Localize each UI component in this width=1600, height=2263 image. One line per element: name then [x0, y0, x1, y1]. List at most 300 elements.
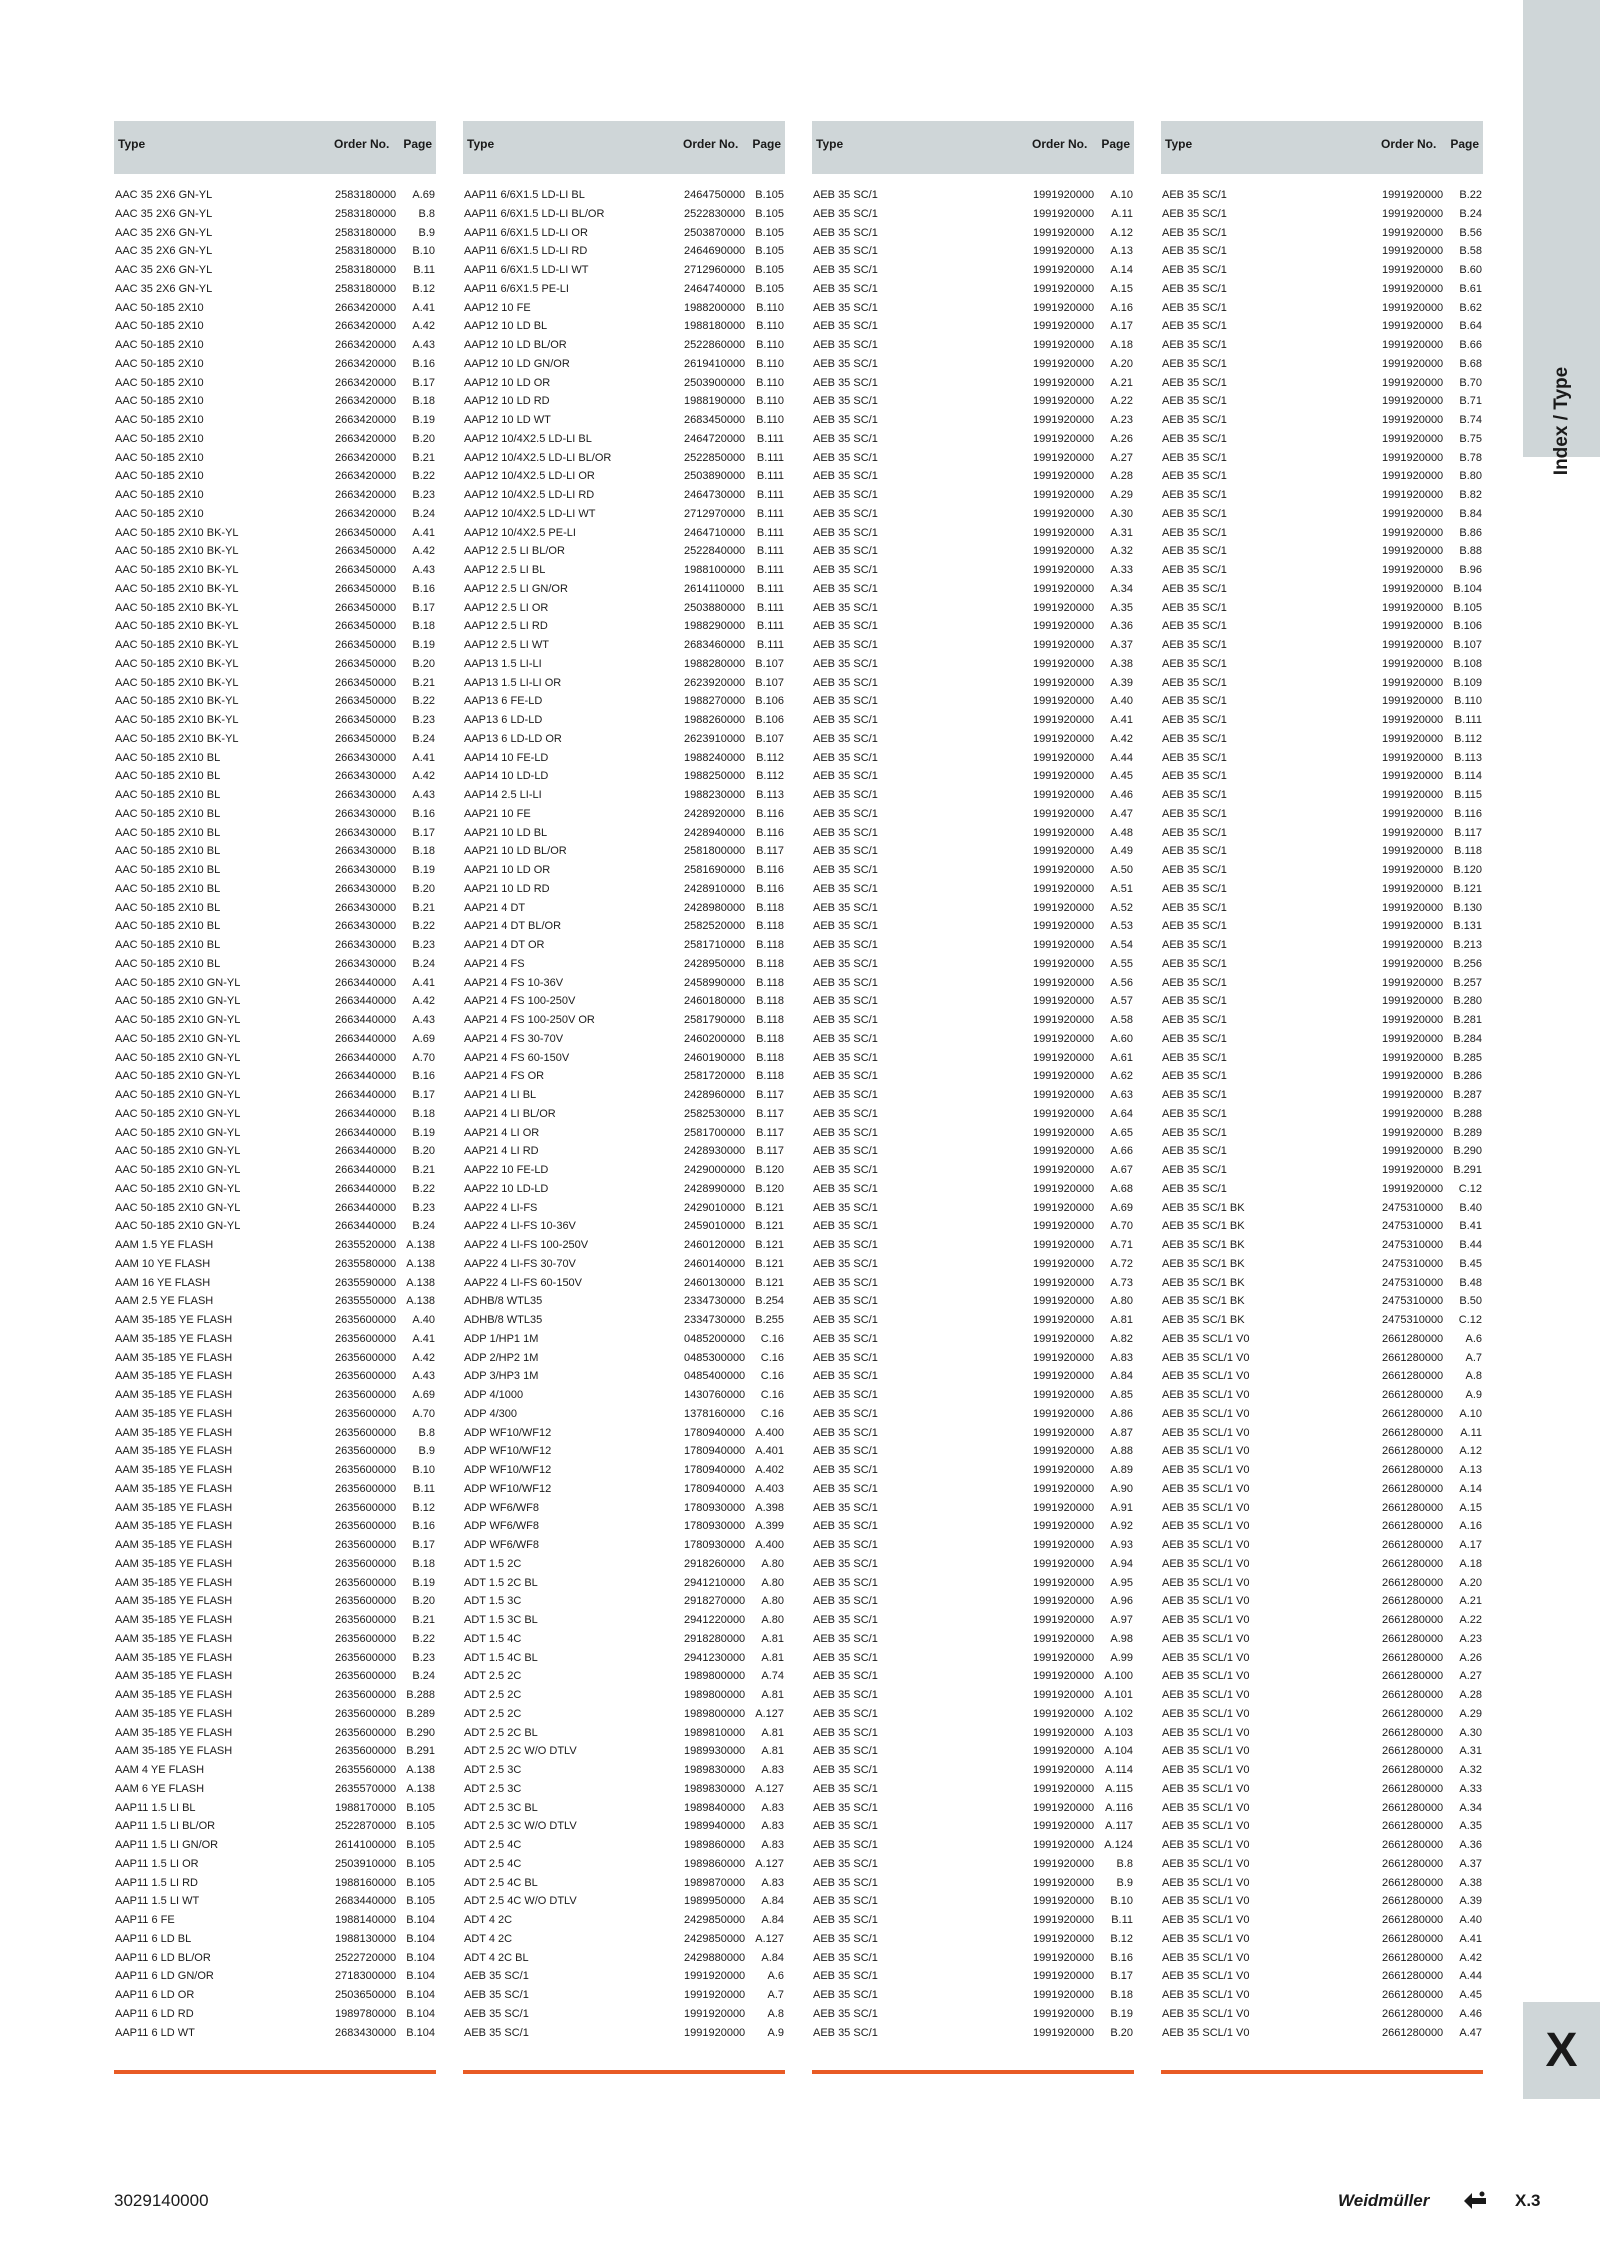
- type-cell: AEB 35 SC/1: [813, 1239, 878, 1251]
- index-row: [1161, 486, 1483, 505]
- type-cell: AEB 35 SC/1: [813, 1539, 878, 1551]
- page-ref-cell: A.82: [1110, 1332, 1133, 1345]
- type-cell: AEB 35 SC/1: [813, 1782, 878, 1795]
- type-cell: AEB 35 SC/1: [813, 864, 878, 876]
- page-ref-cell: B.256: [1453, 957, 1482, 970]
- page-ref-cell: B.16: [412, 582, 435, 595]
- type-cell: ADP WF10/WF12: [464, 1464, 552, 1476]
- index-row: [1161, 2024, 1483, 2043]
- index-row: [812, 1424, 1134, 1443]
- index-row: [463, 636, 785, 655]
- order-no-cell: 2464750000: [684, 189, 746, 201]
- order-no-cell: 2464740000: [684, 282, 746, 295]
- page-ref-cell: A.43: [412, 1014, 435, 1026]
- order-no-cell: 2581720000: [684, 1070, 746, 1083]
- index-row: [463, 467, 785, 486]
- index-row: [812, 2024, 1134, 2043]
- page-ref-cell: C.16: [760, 1407, 784, 1420]
- type-cell: AEB 35 SC/1: [1162, 1051, 1227, 1064]
- order-no-cell: 2428950000: [684, 957, 746, 970]
- order-no-cell: 2663450000: [335, 714, 397, 726]
- page-ref-cell: A.43: [412, 339, 435, 351]
- order-no-cell: 2683460000: [684, 639, 746, 651]
- page-ref-cell: B.24: [412, 957, 435, 970]
- index-row: [463, 580, 785, 599]
- type-cell: AAC 50-185 2X10 GN-YL: [115, 1070, 241, 1083]
- index-row: [1161, 449, 1483, 468]
- page-ref-cell: A.41: [412, 751, 435, 764]
- type-cell: AEB 35 SC/1: [813, 1389, 878, 1401]
- type-cell: AEB 35 SC/1 BK: [1162, 1295, 1245, 1308]
- index-row: [1161, 1367, 1483, 1386]
- type-cell: AAC 50-185 2X10: [115, 489, 204, 501]
- order-no-cell: 1991920000: [1033, 507, 1095, 520]
- type-cell: ADHB/8 WTL35: [464, 1295, 543, 1308]
- order-no-cell: 1991920000: [1033, 1801, 1095, 1814]
- index-row: [812, 992, 1134, 1011]
- order-no-cell: 1991920000: [1382, 1032, 1444, 1045]
- type-cell: AAP21 10 LD RD: [464, 882, 550, 895]
- header-page: Page: [1450, 137, 1479, 151]
- order-no-cell: 1991920000: [1382, 1145, 1444, 1158]
- index-row: [812, 486, 1134, 505]
- type-cell: AAM 35-185 YE FLASH: [115, 1707, 233, 1720]
- index-row: [812, 580, 1134, 599]
- type-cell: AAP12 2.5 LI BL/OR: [464, 545, 565, 558]
- order-no-cell: 1991920000: [1382, 432, 1444, 445]
- order-no-cell: 2583180000: [335, 226, 397, 239]
- type-cell: AAM 35-185 YE FLASH: [115, 1445, 233, 1458]
- page-ref-cell: B.107: [755, 657, 784, 670]
- type-cell: AEB 35 SCL/1 V0: [1162, 1445, 1250, 1458]
- order-no-cell: 1991920000: [1033, 1389, 1095, 1401]
- type-cell: AAC 50-185 2X10: [115, 339, 204, 351]
- index-row: [114, 1836, 436, 1855]
- index-row: [1161, 711, 1483, 730]
- index-row: [812, 542, 1134, 561]
- page-ref-cell: A.28: [1110, 470, 1133, 483]
- index-row: [1161, 1630, 1483, 1649]
- page-ref-cell: A.42: [412, 1351, 435, 1364]
- order-no-cell: 2663440000: [335, 1220, 397, 1233]
- order-no-cell: 1991920000: [1033, 995, 1095, 1008]
- type-cell: AAM 35-185 YE FLASH: [115, 1407, 233, 1420]
- type-cell: AEB 35 SCL/1 V0: [1162, 1689, 1250, 1701]
- type-cell: AEB 35 SC/1: [1162, 1164, 1227, 1176]
- index-rows: [812, 186, 1134, 2042]
- page-ref-cell: B.118: [756, 957, 784, 970]
- page-ref-cell: A.23: [1110, 414, 1133, 426]
- order-no-cell: 1988270000: [684, 695, 746, 708]
- page-ref-cell: B.110: [756, 301, 784, 314]
- order-no-cell: 1991920000: [1033, 1707, 1095, 1720]
- order-no-cell: 1989810000: [684, 1726, 746, 1739]
- order-no-cell: 2663430000: [335, 920, 397, 933]
- section-tab-index-type[interactable]: [1523, 0, 1600, 476]
- index-row: [463, 842, 785, 861]
- page-ref-cell: B.117: [756, 1107, 784, 1120]
- header-order-no: Order No.: [1032, 137, 1088, 151]
- order-no-cell: 2663430000: [335, 826, 397, 839]
- index-row: [114, 1442, 436, 1461]
- type-cell: AAC 50-185 2X10 BL: [115, 789, 221, 801]
- type-cell: ADT 2.5 3C: [464, 1782, 522, 1795]
- order-no-cell: 1988260000: [684, 714, 746, 726]
- type-cell: AEB 35 SC/1: [1162, 320, 1227, 333]
- type-cell: AAC 35 2X6 GN-YL: [115, 282, 213, 295]
- index-row: [463, 824, 785, 843]
- page-ref-cell: B.16: [412, 1070, 435, 1083]
- type-cell: AAC 50-185 2X10 BK-YL: [115, 620, 239, 633]
- index-row: [812, 505, 1134, 524]
- page-ref-cell: A.22: [1110, 395, 1133, 408]
- order-no-cell: 2663430000: [335, 939, 397, 951]
- index-row: [463, 786, 785, 805]
- page-ref-cell: B.121: [755, 1220, 784, 1233]
- page-ref-cell: A.39: [1459, 1895, 1482, 1908]
- order-no-cell: 2663420000: [335, 414, 397, 426]
- type-cell: AEB 35 SC/1: [813, 920, 878, 933]
- type-cell: AEB 35 SC/1: [813, 2007, 878, 2020]
- order-no-cell: 1991920000: [1382, 507, 1444, 520]
- order-no-cell: 1989780000: [335, 2007, 397, 2020]
- type-cell: AEB 35 SC/1: [813, 732, 878, 745]
- index-row: [114, 336, 436, 355]
- order-no-cell: 2635600000: [335, 1557, 397, 1570]
- type-cell: AEB 35 SC/1: [813, 1407, 878, 1420]
- type-cell: AEB 35 SC/1: [813, 264, 878, 276]
- index-row: [812, 1742, 1134, 1761]
- type-cell: AAP11 6 LD RD: [115, 2007, 194, 2020]
- section-tab-x[interactable]: X: [1523, 2002, 1600, 2099]
- page-ref-cell: A.402: [755, 1464, 784, 1476]
- type-cell: AAP22 10 FE-LD: [464, 1164, 549, 1176]
- order-no-cell: 1991920000: [1382, 320, 1444, 333]
- order-no-cell: 2635600000: [335, 1707, 397, 1720]
- page-ref-cell: B.96: [1459, 564, 1482, 576]
- page-ref-cell: B.70: [1459, 376, 1482, 389]
- order-no-cell: 1991920000: [1033, 1482, 1095, 1495]
- index-row: [114, 1855, 436, 1874]
- type-cell: ADT 2.5 2C: [464, 1689, 522, 1701]
- index-row: [812, 467, 1134, 486]
- page-ref-cell: B.131: [1453, 920, 1482, 933]
- page-ref-cell: A.83: [1110, 1351, 1133, 1364]
- page-ref-cell: B.16: [412, 357, 435, 370]
- page-ref-cell: B.288: [406, 1689, 435, 1701]
- page-ref-cell: A.42: [412, 320, 435, 333]
- order-no-cell: 1991920000: [1382, 620, 1444, 633]
- page-ref-cell: B.19: [412, 1126, 435, 1139]
- index-row: [812, 2005, 1134, 2024]
- page-ref-cell: A.61: [1110, 1051, 1133, 1064]
- index-row: [463, 392, 785, 411]
- page-ref-cell: A.51: [1110, 882, 1133, 895]
- index-row: [1161, 205, 1483, 224]
- order-no-cell: 1991920000: [1033, 845, 1095, 858]
- index-row: [463, 955, 785, 974]
- type-cell: AAC 50-185 2X10: [115, 376, 204, 389]
- index-row: [463, 1986, 785, 2005]
- order-no-cell: 1991920000: [1033, 1914, 1095, 1926]
- type-cell: AEB 35 SCL/1 V0: [1162, 1501, 1250, 1514]
- order-no-cell: 1991920000: [1382, 226, 1444, 239]
- order-no-cell: 2635600000: [335, 1632, 397, 1645]
- page-ref-cell: B.290: [1453, 1145, 1482, 1158]
- index-row: [463, 1199, 785, 1218]
- column-bottom-rule: [463, 2070, 785, 2074]
- page-ref-cell: C.12: [1458, 1182, 1482, 1195]
- type-cell: AEB 35 SCL/1 V0: [1162, 1351, 1250, 1364]
- page-ref-cell: A.16: [1110, 301, 1133, 314]
- index-row: [812, 1349, 1134, 1368]
- type-cell: AEB 35 SC/1: [813, 1726, 878, 1739]
- index-row: [463, 917, 785, 936]
- type-cell: AAM 35-185 YE FLASH: [115, 1501, 233, 1514]
- page-ref-cell: A.127: [755, 1782, 784, 1795]
- type-cell: AAP12 10 LD OR: [464, 376, 551, 389]
- index-row: [812, 1855, 1134, 1874]
- type-cell: AEB 35 SC/1: [813, 414, 878, 426]
- type-cell: AEB 35 SCL/1 V0: [1162, 2007, 1250, 2020]
- type-cell: AEB 35 SC/1: [813, 1426, 878, 1439]
- order-no-cell: 2428990000: [684, 1182, 746, 1195]
- order-no-cell: 2661280000: [1382, 2026, 1444, 2039]
- page-ref-cell: B.121: [755, 1257, 784, 1270]
- type-cell: AEB 35 SC/1: [813, 376, 878, 389]
- index-row: [1161, 1161, 1483, 1180]
- index-row: [812, 917, 1134, 936]
- page-ref-cell: B.19: [412, 1576, 435, 1589]
- page-ref-cell: B.120: [755, 1182, 784, 1195]
- page-ref-cell: B.110: [756, 395, 784, 408]
- type-cell: AEB 35 SC/1: [464, 2007, 529, 2020]
- order-no-cell: 2663430000: [335, 957, 397, 970]
- index-row: [1161, 1199, 1483, 1218]
- order-no-cell: 1991920000: [1033, 1932, 1095, 1945]
- page-ref-cell: B.108: [1453, 657, 1482, 670]
- type-cell: AEB 35 SCL/1 V0: [1162, 1764, 1250, 1776]
- order-no-cell: 1989860000: [684, 1857, 746, 1870]
- page-ref-cell: A.80: [761, 1576, 784, 1589]
- order-no-cell: 1988160000: [335, 1876, 397, 1889]
- type-cell: AEB 35 SC/1: [1162, 1032, 1227, 1045]
- index-row: [114, 186, 436, 205]
- index-row: [1161, 1592, 1483, 1611]
- page-ref-cell: A.83: [761, 1801, 784, 1814]
- type-cell: AAP12 10 LD BL/OR: [464, 339, 567, 351]
- order-no-cell: 2503880000: [684, 601, 746, 614]
- index-row: [1161, 1705, 1483, 1724]
- type-cell: AEB 35 SC/1: [1162, 976, 1227, 989]
- index-row: [812, 1649, 1134, 1668]
- index-row: [114, 655, 436, 674]
- type-cell: AAP11 1.5 LI RD: [115, 1876, 198, 1889]
- order-no-cell: 2663450000: [335, 639, 397, 651]
- order-no-cell: 2334730000: [684, 1295, 746, 1308]
- order-no-cell: 1989870000: [684, 1876, 746, 1889]
- index-row: [1161, 1011, 1483, 1030]
- index-row: [1161, 1255, 1483, 1274]
- page-ref-cell: A.21: [1110, 376, 1133, 389]
- index-row: [1161, 280, 1483, 299]
- page-ref-cell: B.116: [756, 864, 784, 876]
- page-ref-cell: B.62: [1459, 301, 1482, 314]
- order-no-cell: 1991920000: [1033, 1576, 1095, 1589]
- index-row: [1161, 580, 1483, 599]
- page-ref-cell: B.281: [1453, 1014, 1482, 1026]
- type-cell: AAC 50-185 2X10 BL: [115, 939, 221, 951]
- order-no-cell: 1988170000: [335, 1801, 397, 1814]
- type-cell: AEB 35 SC/1: [813, 339, 878, 351]
- page-ref-cell: A.80: [761, 1614, 784, 1626]
- page-ref-cell: A.138: [406, 1764, 435, 1776]
- page-ref-cell: B.291: [1453, 1164, 1482, 1176]
- order-no-cell: 2583180000: [335, 264, 397, 276]
- order-no-cell: 1991920000: [1033, 639, 1095, 651]
- index-row: [1161, 1667, 1483, 1686]
- index-row: [114, 636, 436, 655]
- type-cell: ADP WF6/WF8: [464, 1501, 539, 1514]
- page-ref-cell: A.72: [1110, 1257, 1133, 1270]
- page-ref-cell: B.20: [412, 1145, 435, 1158]
- index-row: [812, 374, 1134, 393]
- index-row: [812, 824, 1134, 843]
- page-ref-cell: A.20: [1459, 1576, 1482, 1589]
- page-ref-cell: B.115: [1454, 789, 1482, 801]
- index-row: [463, 1292, 785, 1311]
- index-row: [1161, 1330, 1483, 1349]
- type-cell: AEB 35 SCL/1 V0: [1162, 1539, 1250, 1551]
- order-no-cell: 1988140000: [335, 1914, 397, 1926]
- order-no-cell: 2635600000: [335, 1445, 397, 1458]
- order-no-cell: 1991920000: [684, 2007, 746, 2020]
- type-cell: AAP12 10 LD BL: [464, 320, 548, 333]
- index-row: [812, 1817, 1134, 1836]
- index-row: [812, 1874, 1134, 1893]
- page-ref-cell: A.34: [1459, 1801, 1482, 1814]
- page-ref-cell: B.288: [1453, 1107, 1482, 1120]
- type-cell: AAC 50-185 2X10 BK-YL: [115, 601, 239, 614]
- type-cell: AAP11 1.5 LI WT: [115, 1895, 200, 1908]
- type-cell: AAC 50-185 2X10: [115, 320, 204, 333]
- index-rows: [463, 186, 785, 2042]
- order-no-cell: 1988240000: [684, 751, 746, 764]
- page-ref-cell: A.41: [412, 301, 435, 314]
- index-row: [812, 242, 1134, 261]
- type-cell: ADP WF10/WF12: [464, 1426, 552, 1439]
- order-no-cell: 2661280000: [1382, 1726, 1444, 1739]
- page-ref-cell: B.17: [412, 1089, 435, 1101]
- type-cell: AAP11 6 LD OR: [115, 1989, 195, 2001]
- type-cell: AEB 35 SCL/1 V0: [1162, 1970, 1250, 1983]
- index-row: [1161, 1892, 1483, 1911]
- order-no-cell: 2663440000: [335, 976, 397, 989]
- type-cell: AAP21 4 FS OR: [464, 1070, 545, 1083]
- index-row: [114, 1986, 436, 2005]
- order-no-cell: 2663420000: [335, 489, 397, 501]
- order-no-cell: 1991920000: [1033, 807, 1095, 820]
- index-row: [114, 505, 436, 524]
- type-cell: ADHB/8 WTL35: [464, 1314, 543, 1326]
- order-no-cell: 1991920000: [1033, 2007, 1095, 2020]
- order-no-cell: 2663420000: [335, 432, 397, 445]
- order-no-cell: 1989830000: [684, 1782, 746, 1795]
- order-no-cell: 1991920000: [1033, 1445, 1095, 1458]
- index-row: [812, 1686, 1134, 1705]
- type-cell: AEB 35 SC/1: [813, 1801, 878, 1814]
- page-ref-cell: A.101: [1104, 1689, 1133, 1701]
- type-cell: AAC 50-185 2X10 BL: [115, 751, 221, 764]
- type-cell: AAC 50-185 2X10 GN-YL: [115, 1051, 241, 1064]
- page-ref-cell: B.104: [406, 2007, 435, 2020]
- section-tab-label: Index / Type: [1550, 366, 1572, 476]
- type-cell: AAC 50-185 2X10 GN-YL: [115, 976, 241, 989]
- page-ref-cell: B.118: [756, 995, 784, 1008]
- order-no-cell: 2635600000: [335, 1576, 397, 1589]
- index-row: [463, 1424, 785, 1443]
- page-ref-cell: A.115: [1105, 1782, 1133, 1795]
- order-no-cell: 2661280000: [1382, 1970, 1444, 1983]
- order-no-cell: 0485200000: [684, 1332, 746, 1345]
- index-row: [114, 580, 436, 599]
- order-no-cell: 1988280000: [684, 657, 746, 670]
- type-cell: AEB 35 SC/1: [813, 957, 878, 970]
- type-cell: AAP21 4 FS: [464, 957, 525, 970]
- page-ref-cell: A.70: [1110, 1220, 1133, 1233]
- type-cell: AEB 35 SC/1: [813, 1295, 878, 1308]
- order-no-cell: 1988230000: [684, 789, 746, 801]
- type-cell: ADT 4 2C: [464, 1914, 513, 1926]
- index-row: [463, 1742, 785, 1761]
- page-ref-cell: B.9: [1116, 1876, 1133, 1889]
- page-ref-cell: A.26: [1459, 1651, 1482, 1664]
- order-no-cell: 1991920000: [1033, 1201, 1095, 1214]
- index-row: [812, 1967, 1134, 1986]
- type-cell: AAM 35-185 YE FLASH: [115, 1370, 233, 1383]
- type-cell: AEB 35 SC/1: [813, 245, 878, 258]
- page-ref-cell: B.71: [1459, 395, 1482, 408]
- page-ref-cell: B.118: [756, 1070, 784, 1083]
- type-cell: AAP21 10 LD BL/OR: [464, 845, 567, 858]
- index-row: [114, 1161, 436, 1180]
- type-cell: AEB 35 SC/1: [1162, 339, 1227, 351]
- order-no-cell: 2460190000: [684, 1051, 746, 1064]
- type-cell: AEB 35 SC/1: [813, 2026, 878, 2039]
- type-cell: AEB 35 SC/1: [813, 564, 878, 576]
- index-row: [114, 1930, 436, 1949]
- page-ref-cell: B.118: [756, 1032, 784, 1045]
- type-cell: AAC 50-185 2X10: [115, 395, 204, 408]
- index-row: [114, 1911, 436, 1930]
- order-no-cell: 2581690000: [684, 864, 746, 876]
- index-row: [1161, 224, 1483, 243]
- order-no-cell: 2475310000: [1382, 1239, 1444, 1251]
- page-ref-cell: A.64: [1110, 1107, 1133, 1120]
- type-cell: AEB 35 SC/1: [813, 1989, 878, 2001]
- order-no-cell: 2429850000: [684, 1932, 746, 1945]
- order-no-cell: 1991920000: [1033, 582, 1095, 595]
- order-no-cell: 1991920000: [1033, 1726, 1095, 1739]
- type-cell: AAM 16 YE FLASH: [115, 1276, 211, 1289]
- page-ref-cell: B.109: [1453, 676, 1482, 689]
- page-ref-cell: B.75: [1459, 432, 1482, 445]
- order-no-cell: 1991920000: [1382, 901, 1444, 914]
- index-row: [1161, 1124, 1483, 1143]
- type-cell: AEB 35 SCL/1 V0: [1162, 1407, 1250, 1420]
- order-no-cell: 1991920000: [1033, 226, 1095, 239]
- index-row: [114, 524, 436, 543]
